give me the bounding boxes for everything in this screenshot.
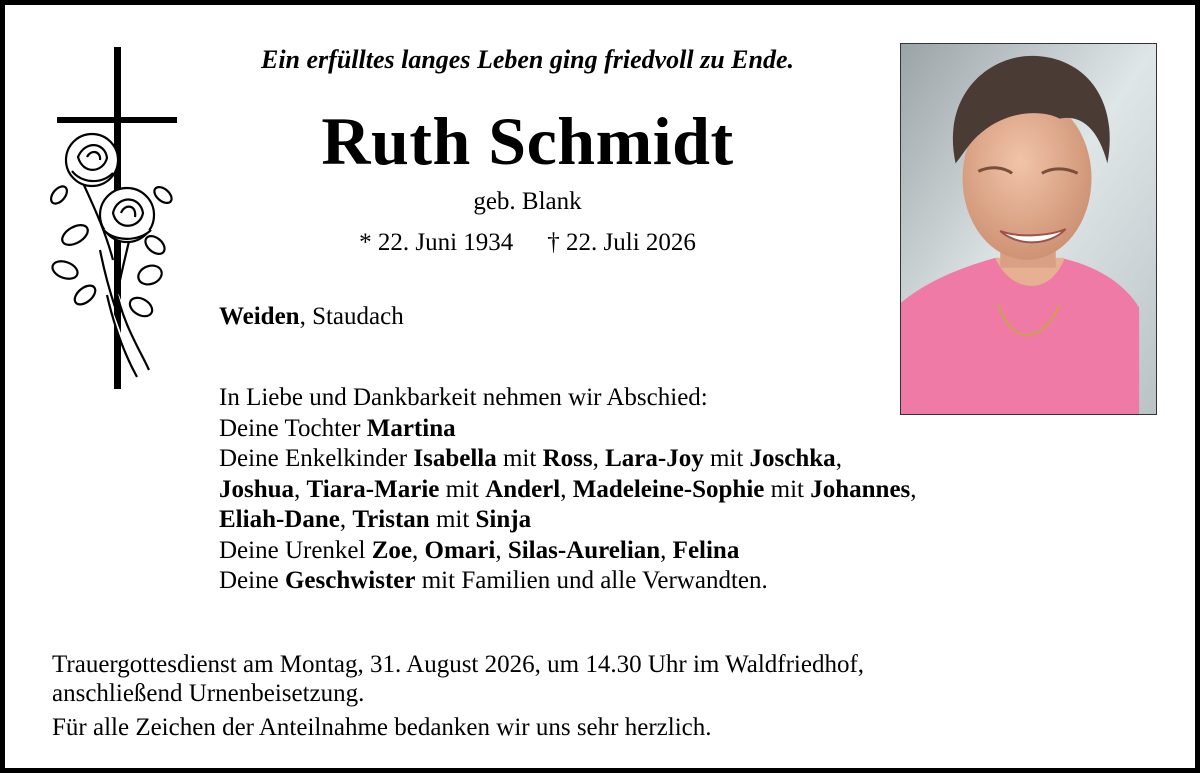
residence — [219, 303, 404, 331]
mourner-name: Isabella — [413, 445, 497, 472]
mourner-text: , — [910, 475, 917, 503]
mourner-name: Zoe — [371, 536, 412, 564]
mourner-name: Sinja — [475, 506, 532, 533]
mourner-text: , — [560, 475, 573, 503]
portrait-photo — [900, 43, 1157, 415]
mourner-name: Lara-Joy — [605, 445, 704, 472]
mourner-text: Deine — [219, 567, 285, 594]
mourners-line — [219, 475, 917, 506]
mourner-text: mit Familien und alle Verwandten. — [415, 567, 768, 594]
mourner-name: Felina — [672, 536, 740, 564]
residence-main: Weiden — [219, 303, 300, 330]
mourner-name: Joshua — [219, 475, 295, 503]
mourners-line — [219, 414, 917, 445]
mourners-line — [219, 536, 917, 567]
mourner-name: Tristan — [352, 506, 430, 533]
mourner-name: Madeleine-Sophie — [572, 475, 765, 503]
mourners-lines — [219, 414, 917, 597]
thanks-note: Für alle Zeichen der Anteilnahme bedanken wir uns sehr herzlich. — [52, 714, 712, 741]
mourner-name: Anderl — [485, 475, 561, 503]
mourners-line — [219, 505, 917, 536]
mourners-line — [219, 566, 917, 597]
funeral-service-notice — [52, 650, 864, 708]
mourner-text: , — [339, 506, 353, 533]
mourner-text: , — [294, 475, 307, 503]
maiden-name: geb. Blank — [473, 188, 582, 215]
mourner-name: Joschka — [749, 445, 836, 472]
service-line-2: anschließend Urnenbeisetzung. — [52, 680, 365, 707]
mourner-text: mit — [429, 506, 476, 533]
mourner-text: , — [495, 536, 508, 564]
deceased-name: Ruth Schmidt — [321, 103, 734, 179]
motto: Ein erfülltes langes Leben ging friedvoll zu Ende. — [260, 45, 795, 74]
mourner-text: , — [835, 445, 842, 472]
mourner-name: Geschwister — [284, 567, 416, 594]
residence-rest: , Staudach — [299, 303, 404, 330]
mourners-list — [219, 383, 917, 597]
mourners-intro: In Liebe und Dankbarkeit nehmen wir Abschied: — [219, 384, 708, 411]
life-dates — [5, 229, 1050, 257]
mourner-name: Eliah-Dane — [219, 506, 340, 533]
death-date: † 22. Juli 2026 — [547, 229, 696, 256]
mourner-text: Deine Urenkel — [219, 536, 372, 564]
mourner-name: Tiara-Marie — [306, 475, 440, 503]
mourner-name: Ross — [542, 445, 593, 472]
mourner-name: Silas-Aurelian — [507, 536, 661, 564]
mourner-text: Deine Tochter — [219, 414, 367, 442]
birth-date: * 22. Juni 1934 — [359, 229, 514, 256]
mourner-text: mit — [439, 475, 486, 503]
cross-with-roses-icon — [45, 45, 185, 395]
mourner-text: mit — [764, 475, 811, 503]
mourner-text: , — [660, 536, 673, 564]
mourner-name: Johannes — [810, 475, 911, 503]
mourner-text: mit — [703, 445, 750, 472]
mourner-text: , — [412, 536, 425, 564]
mourner-text: mit — [496, 445, 543, 472]
mourner-text: Deine Enkelkinder — [219, 445, 414, 472]
mourner-name: Martina — [366, 414, 456, 442]
mourner-name: Omari — [424, 536, 496, 564]
service-line-1: Trauergottesdienst am Montag, 31. August 2026, um 14.30 Uhr im Waldfriedhof, — [52, 651, 865, 678]
mourners-line — [219, 444, 917, 475]
mourner-text: , — [592, 445, 606, 472]
